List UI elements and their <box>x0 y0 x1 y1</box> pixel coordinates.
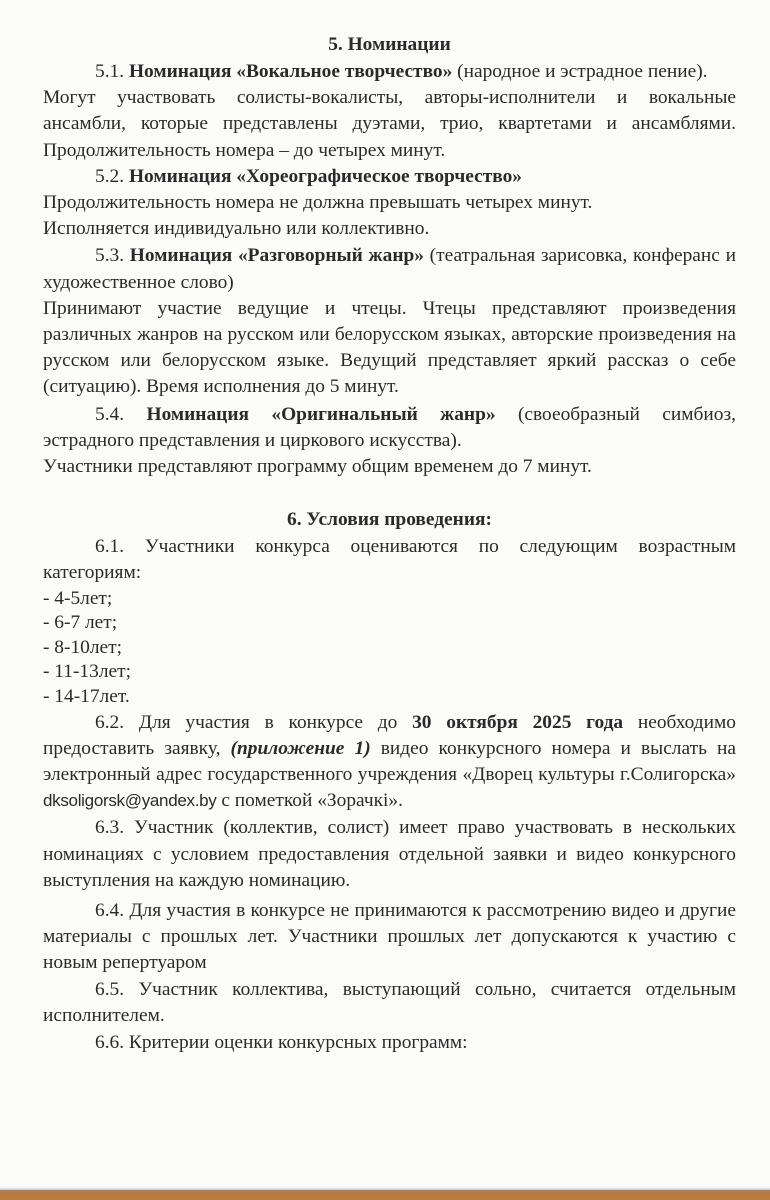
age-category: - 14-17лет. <box>43 686 130 708</box>
clause-text: необходимо предоставить заявку, <box>43 711 736 759</box>
age-category: - 8-10лет; <box>43 636 122 658</box>
clause-6-4: 6.4. Для участия в конкурсе не принимаются к рассмотрению видео и другие материалы с прошлых лет. Участники прошлых лет допускаются к участию с новым репертуаром <box>43 900 736 974</box>
section-5-title: 5. Номинации <box>328 34 451 55</box>
age-category: - 6-7 лет; <box>43 612 118 634</box>
clause-text: с пометкой «Зорачкі». <box>216 790 403 812</box>
nomination-title: Номинация «Разговорный жанр» <box>129 245 424 267</box>
nomination-5-2-format: Исполняется индивидуально или коллективно. <box>43 218 430 240</box>
nomination-number: 5.1. <box>95 61 125 82</box>
clause-6-3: 6.3. Участник (коллектив, солист) имеет право участвовать в нескольких номинациях с условием предоставления отдельной заявки и видео конкурсного выступления на каждую номинацию. <box>43 817 736 891</box>
nomination-note: (народное и эстрадное пение). <box>452 61 708 82</box>
nomination-5-4-body: Участники представляют программу общим временем до 7 минут. <box>43 456 592 478</box>
nomination-note: (своеобразный симбиоз, эстрадного представления и циркового искусства). <box>43 403 736 451</box>
clause-6-6: 6.6. Критерии оценки конкурсных программ: <box>95 1032 468 1054</box>
nomination-title: Номинация «Хореографическое творчество» <box>128 165 523 187</box>
deadline-date: 30 октября 2025 года <box>412 711 624 733</box>
age-category: - 4-5лет; <box>43 587 113 609</box>
nomination-number: 5.3. <box>95 245 125 267</box>
table-surface-edge <box>0 1190 770 1200</box>
clause-6-2 <box>43 710 736 815</box>
age-category: - 11-13лет; <box>43 661 131 683</box>
section-6-title: 6. Условия проведения: <box>287 509 492 531</box>
nomination-5-2-heading <box>43 164 736 190</box>
nomination-title: Номинация «Вокальное творчество» <box>128 61 453 82</box>
clause-text: 6.2. Для участия в конкурсе до <box>95 711 413 733</box>
nomination-5-1-heading <box>43 59 736 85</box>
age-categories-list <box>43 587 736 710</box>
appendix-reference: (приложение 1) <box>230 737 371 759</box>
clause-6-5: 6.5. Участник коллектива, выступающий сольно, считается отдельным исполнителем. <box>43 978 736 1026</box>
nomination-5-4-heading <box>43 402 736 454</box>
clause-6-1: 6.1. Участники конкурса оцениваются по следующим возрастным категориям: <box>43 536 736 584</box>
nomination-title: Номинация «Оригинальный жанр» <box>146 403 496 425</box>
nomination-5-3-heading <box>43 243 736 295</box>
clause-text: видео конкурсного номера и выслать на электронный адрес государственного учреждения «Дворец культуры г.Солигорска» <box>43 737 736 786</box>
nomination-note: (театральная зарисовка, конферанс и художественное слово) <box>43 245 736 293</box>
nomination-number: 5.4. <box>95 403 125 425</box>
nomination-5-2-duration: Продолжительность номера не должна превышать четырех минут. <box>43 192 593 214</box>
nomination-5-1-body: Могут участвовать солисты-вокалисты, авторы-исполнители и вокальные ансамбли, которые представлены дуэтами, трио, квартетами и ансамблями. Продолжительность номера – до четырех минут. <box>43 87 736 161</box>
document-page <box>43 31 736 1056</box>
nomination-number: 5.2. <box>95 165 125 187</box>
nomination-5-3-body: Принимают участие ведущие и чтецы. Чтецы представляют произведения различных жанров на русском или белорусском языках, авторские произведения на русском или белорусском языке. Ведущий представляет яркий рассказ о себе (ситуацию). Время исполнения до 5 минут. <box>43 297 736 398</box>
email-address: dksoligorsk@yandex.by <box>43 791 217 811</box>
section-gap <box>43 480 736 506</box>
